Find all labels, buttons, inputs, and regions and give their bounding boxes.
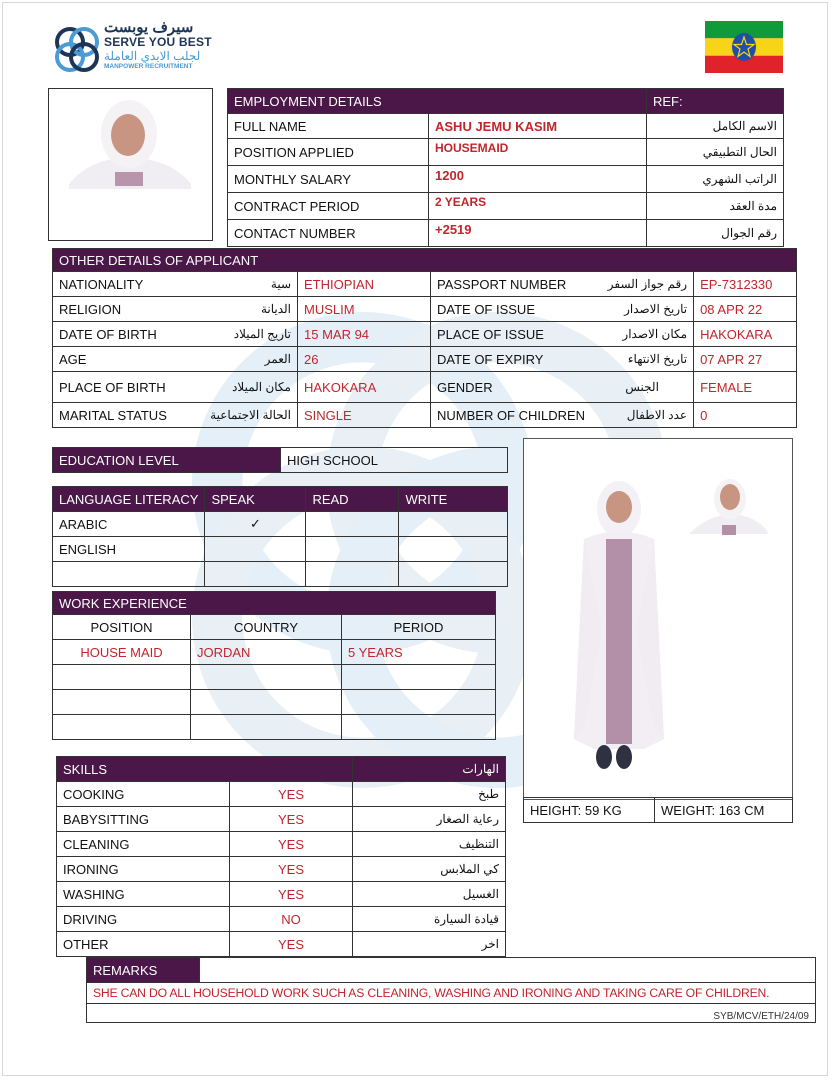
skill-row bbox=[57, 782, 506, 807]
company-name: SERVE YOU BEST bbox=[104, 35, 212, 49]
position-label: POSITION APPLIED bbox=[228, 139, 429, 166]
skill-value: YES bbox=[230, 832, 353, 857]
speak-header: SPEAK bbox=[205, 487, 306, 512]
write-cell bbox=[399, 512, 508, 537]
religion-label: RELIGION bbox=[53, 297, 186, 322]
work-country: JORDAN bbox=[191, 640, 342, 665]
details-row bbox=[53, 297, 797, 322]
remarks-text: SHE CAN DO ALL HOUSEHOLD WORK SUCH AS CLEANING, WASHING AND IRONING AND TAKING CARE OF CHILDREN. bbox=[87, 983, 816, 1004]
remarks-table bbox=[86, 957, 816, 1023]
employment-row bbox=[228, 139, 784, 166]
remarks-header: REMARKS bbox=[87, 958, 200, 983]
work-experience-table bbox=[52, 591, 496, 740]
work-row bbox=[53, 665, 496, 690]
write-header: WRITE bbox=[399, 487, 508, 512]
skill-name: OTHER bbox=[57, 932, 230, 957]
age-value: 26 bbox=[298, 347, 431, 372]
issue-date-label: DATE OF ISSUE bbox=[431, 297, 592, 322]
employment-details-table bbox=[227, 88, 784, 247]
work-position bbox=[53, 715, 191, 740]
age-label: AGE bbox=[53, 347, 186, 372]
contact-label-ar: رقم الجوال bbox=[647, 220, 784, 247]
work-row bbox=[53, 715, 496, 740]
language-row bbox=[53, 537, 508, 562]
language-table bbox=[52, 486, 508, 587]
skill-value: YES bbox=[230, 932, 353, 957]
skill-value: YES bbox=[230, 807, 353, 832]
knot-logo-icon bbox=[52, 22, 102, 78]
skill-value: YES bbox=[230, 882, 353, 907]
skill-row bbox=[57, 907, 506, 932]
skill-name-ar: التنظيف bbox=[353, 832, 506, 857]
issue-date-value: 08 APR 22 bbox=[694, 297, 797, 322]
language-row bbox=[53, 562, 508, 587]
employment-row bbox=[228, 114, 784, 139]
measurements-table bbox=[523, 797, 793, 823]
passport-value: EP-7312330 bbox=[694, 272, 797, 297]
employment-row bbox=[228, 193, 784, 220]
work-period: 5 YEARS bbox=[342, 640, 496, 665]
skill-row bbox=[57, 832, 506, 857]
skills-header: SKILLS bbox=[57, 757, 353, 782]
position-value: HOUSEMAID bbox=[429, 139, 647, 166]
expiry-value: 07 APR 27 bbox=[694, 347, 797, 372]
dob-label-ar: تاريج الميلاد bbox=[185, 322, 298, 347]
skills-header-ar: الهارات bbox=[353, 757, 506, 782]
work-country bbox=[191, 690, 342, 715]
contract-value: 2 YEARS bbox=[429, 193, 647, 220]
children-label-ar: عدد الاطفال bbox=[591, 403, 694, 428]
age-label-ar: العمر bbox=[185, 347, 298, 372]
expiry-label-ar: تاريخ الانتهاء bbox=[591, 347, 694, 372]
work-country bbox=[191, 665, 342, 690]
gender-label: GENDER bbox=[431, 372, 592, 403]
skill-name: BABYSITTING bbox=[57, 807, 230, 832]
other-details-table bbox=[52, 248, 797, 428]
full-name-value: ASHU JEMU KASIM bbox=[429, 114, 647, 139]
read-cell bbox=[306, 512, 399, 537]
birthplace-label-ar: مكان الميلاد bbox=[185, 372, 298, 403]
ref-label: REF: bbox=[647, 89, 784, 114]
skills-table bbox=[56, 756, 506, 957]
period-header: PERIOD bbox=[342, 615, 496, 640]
issue-place-label-ar: مكان الاصدار bbox=[591, 322, 694, 347]
issue-place-value: HAKOKARA bbox=[694, 322, 797, 347]
work-position bbox=[53, 690, 191, 715]
skill-name: CLEANING bbox=[57, 832, 230, 857]
religion-value: MUSLIM bbox=[298, 297, 431, 322]
skill-name-ar: الغسيل bbox=[353, 882, 506, 907]
dob-label: DATE OF BIRTH bbox=[53, 322, 186, 347]
skill-name: DRIVING bbox=[57, 907, 230, 932]
height-value: HEIGHT: 59 KG bbox=[524, 798, 655, 823]
nationality-value: ETHIOPIAN bbox=[298, 272, 431, 297]
position-header: POSITION bbox=[53, 615, 191, 640]
company-name-ar: سيرف يوبست bbox=[104, 19, 194, 36]
read-cell bbox=[306, 537, 399, 562]
issue-date-label-ar: تاريخ الاصدار bbox=[591, 297, 694, 322]
details-row bbox=[53, 347, 797, 372]
skill-value: NO bbox=[230, 907, 353, 932]
issue-place-label: PLACE OF ISSUE bbox=[431, 322, 592, 347]
language-name bbox=[53, 562, 205, 587]
skill-row bbox=[57, 932, 506, 957]
skill-value: YES bbox=[230, 857, 353, 882]
details-row bbox=[53, 322, 797, 347]
skill-name: COOKING bbox=[57, 782, 230, 807]
work-row bbox=[53, 640, 496, 665]
children-value: 0 bbox=[694, 403, 797, 428]
write-cell bbox=[399, 562, 508, 587]
skill-row bbox=[57, 857, 506, 882]
marital-label: MARITAL STATUS bbox=[53, 403, 186, 428]
work-row bbox=[53, 690, 496, 715]
language-header: LANGUAGE LITERACY bbox=[53, 487, 205, 512]
details-row bbox=[53, 403, 797, 428]
applicant-full-body-icon bbox=[524, 439, 792, 799]
employment-row bbox=[228, 166, 784, 193]
marital-value: SINGLE bbox=[298, 403, 431, 428]
birthplace-value: HAKOKARA bbox=[298, 372, 431, 403]
marital-label-ar: الحالة الاجتماعية bbox=[185, 403, 298, 428]
work-position: HOUSE MAID bbox=[53, 640, 191, 665]
work-experience-header: WORK EXPERIENCE bbox=[53, 592, 496, 615]
full-name-label-ar: الاسم الكامل bbox=[647, 114, 784, 139]
skill-value: YES bbox=[230, 782, 353, 807]
speak-check-icon: ✓ bbox=[205, 512, 306, 537]
salary-label-ar: الراتب الشهري bbox=[647, 166, 784, 193]
work-period bbox=[342, 715, 496, 740]
work-country bbox=[191, 715, 342, 740]
skill-name-ar: رعاية الصغار bbox=[353, 807, 506, 832]
skill-name: WASHING bbox=[57, 882, 230, 907]
education-table bbox=[52, 447, 508, 473]
nationality-label: NATIONALITY bbox=[53, 272, 186, 297]
company-tagline-ar: لجلب الايدي العاملة bbox=[104, 49, 201, 63]
full-length-photo bbox=[523, 438, 793, 800]
language-name: ENGLISH bbox=[53, 537, 205, 562]
company-logo bbox=[52, 20, 212, 80]
details-row bbox=[53, 372, 797, 403]
contact-label: CONTACT NUMBER bbox=[228, 220, 429, 247]
ethiopia-flag-icon bbox=[705, 21, 783, 73]
expiry-label: DATE OF EXPIRY bbox=[431, 347, 592, 372]
passport-label: PASSPORT NUMBER bbox=[431, 272, 592, 297]
language-name: ARABIC bbox=[53, 512, 205, 537]
speak-cell bbox=[205, 537, 306, 562]
skill-name-ar: اخر bbox=[353, 932, 506, 957]
education-label: EDUCATION LEVEL bbox=[53, 448, 281, 473]
speak-cell bbox=[205, 562, 306, 587]
details-row bbox=[53, 272, 797, 297]
portrait-photo bbox=[48, 88, 213, 241]
skill-row bbox=[57, 807, 506, 832]
contract-label: CONTRACT PERIOD bbox=[228, 193, 429, 220]
gender-label-ar: الجنس bbox=[591, 372, 694, 403]
dob-value: 15 MAR 94 bbox=[298, 322, 431, 347]
skill-name-ar: كي الملابس bbox=[353, 857, 506, 882]
skill-name-ar: طبخ bbox=[353, 782, 506, 807]
gender-value: FEMALE bbox=[694, 372, 797, 403]
contract-label-ar: مدة العقد bbox=[647, 193, 784, 220]
nationality-label-ar: سية bbox=[185, 272, 298, 297]
applicant-portrait-icon bbox=[49, 89, 212, 240]
employment-row bbox=[228, 220, 784, 247]
other-details-header: OTHER DETAILS OF APPLICANT bbox=[53, 249, 797, 272]
read-cell bbox=[306, 562, 399, 587]
birthplace-label: PLACE OF BIRTH bbox=[53, 372, 186, 403]
write-cell bbox=[399, 537, 508, 562]
work-position bbox=[53, 665, 191, 690]
work-period bbox=[342, 665, 496, 690]
read-header: READ bbox=[306, 487, 399, 512]
full-name-label: FULL NAME bbox=[228, 114, 429, 139]
language-row bbox=[53, 512, 508, 537]
salary-value: 1200 bbox=[429, 166, 647, 193]
country-header: COUNTRY bbox=[191, 615, 342, 640]
skill-row bbox=[57, 882, 506, 907]
skill-name-ar: قيادة السيارة bbox=[353, 907, 506, 932]
company-tagline: MANPOWER RECRUITMENT bbox=[104, 63, 193, 70]
reference-code: SYB/MCV/ETH/24/09 bbox=[87, 1004, 816, 1023]
weight-value: WEIGHT: 163 CM bbox=[655, 798, 793, 823]
work-period bbox=[342, 690, 496, 715]
education-value: HIGH SCHOOL bbox=[281, 448, 508, 473]
salary-label: MONTHLY SALARY bbox=[228, 166, 429, 193]
contact-value: +2519 bbox=[429, 220, 647, 247]
passport-label-ar: رقم جواز السفر bbox=[591, 272, 694, 297]
employment-details-header: EMPLOYMENT DETAILS bbox=[228, 89, 647, 114]
religion-label-ar: الديانة bbox=[185, 297, 298, 322]
position-label-ar: الحال التطبيقي bbox=[647, 139, 784, 166]
children-label: NUMBER OF CHILDREN bbox=[431, 403, 592, 428]
skill-name: IRONING bbox=[57, 857, 230, 882]
